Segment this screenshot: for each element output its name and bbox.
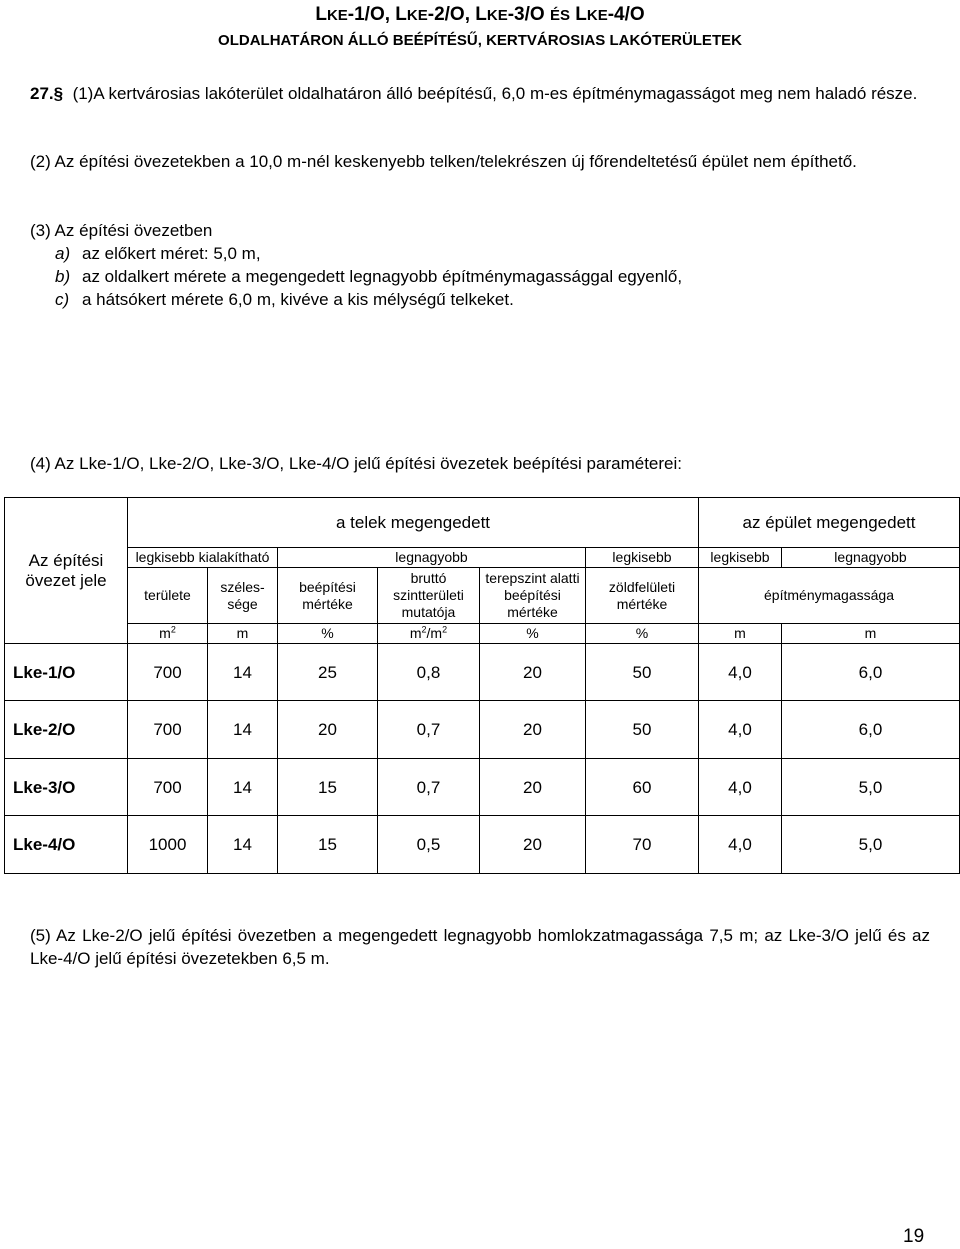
list-item [30,242,930,265]
cell-hmin: 4,0 [699,701,782,759]
cell-area: 700 [128,701,208,759]
list-item-text: az előkert méret: 5,0 m, [82,244,261,263]
qualifier-legkisebb: legkisebb [699,548,782,568]
cell-width: 14 [208,759,278,816]
col-zoldfeluleti: zöldfelületi mértéke [586,568,699,624]
table-row [5,816,960,874]
col-epitmeny: építménymagassága [699,568,960,624]
col-brutto: bruttó szintterületi mutatója [378,568,480,624]
cell-width: 14 [208,816,278,874]
qualifier-legnagyobb: legnagyobb [782,548,960,568]
page-title: LKE-1/O, LKE-2/O, LKE-3/O ÉS LKE-4/O [315,4,645,25]
unit-m: m [699,624,782,644]
cell-hmax: 6,0 [782,644,960,701]
cell-area: 700 [128,644,208,701]
qualifier-legkisebb: legkisebb [586,548,699,568]
cell-built: 15 [278,816,378,874]
list-item-label: b) [55,267,71,286]
cell-area: 700 [128,759,208,816]
cell-green: 70 [586,816,699,874]
cell-hmax: 5,0 [782,816,960,874]
paragraph-3 [30,219,930,311]
cell-width: 14 [208,644,278,701]
section-number: 27. [30,84,54,103]
unit-m: m [782,624,960,644]
cell-floor: 0,8 [378,644,480,701]
paragraph-2: (2) Az építési övezetekben a 10,0 m-nél keskenyebb telken/telekrészen új főrendeltetésű épület nem építhető. [30,152,857,171]
cell-hmax: 6,0 [782,701,960,759]
page-subtitle: OLDALHATÁRON ÁLLÓ BEÉPÍTÉSŰ, KERTVÁROSIAS LAKÓTERÜLETEK [218,32,742,49]
unit-m2: $m^2$ [128,624,208,644]
list-item-label: c) [55,290,70,309]
cell-green: 50 [586,644,699,701]
unit-percent: % [278,624,378,644]
qualifier-legkisebb-kialakithato: legkisebb kialakítható [128,548,278,568]
section-symbol: § [53,84,64,103]
cell-green: 50 [586,701,699,759]
cell-under: 20 [480,759,586,816]
zone-label: Lke-4/O [5,816,128,874]
cell-under: 20 [480,816,586,874]
table-row [5,701,960,759]
cell-hmin: 4,0 [699,644,782,701]
parameters-table [4,497,960,874]
col-terulete: területe [128,568,208,624]
unit-ratio: $m^2/m^2$ [378,624,480,644]
cell-floor: 0,5 [378,816,480,874]
cell-area: 1000 [128,816,208,874]
zone-header: Az építési övezet jele [5,498,128,644]
cell-width: 14 [208,701,278,759]
cell-under: 20 [480,701,586,759]
cell-hmax: 5,0 [782,759,960,816]
list-item-text: az oldalkert mérete a megengedett legnagyobb építménymagassággal egyenlő, [82,267,683,286]
cell-built: 15 [278,759,378,816]
group-epulet-header: az épület megengedett [699,498,960,548]
col-beepitesi: beépítési mértéke [278,568,378,624]
list-item-text: a hátsókert mérete 6,0 m, kivéve a kis mélységű telkeket. [82,290,514,309]
table-row [5,759,960,816]
paragraph-1-text: (1)A kertvárosias lakóterület oldalhatáron álló beépítésű, 6,0 m-es építménymagasságot meg nem haladó része. [72,84,918,103]
cell-under: 20 [480,644,586,701]
paragraph-5: (5) Az Lke-2/O jelű építési övezetben a megengedett legnagyobb homlokzatmagassága 7,5 m; az Lke-3/O jelű és az Lke-4/O jelű építési övezetekben 6,5 m. [30,926,930,968]
list-item-label: a) [55,244,71,263]
paragraph-4: (4) Az Lke-1/O, Lke-2/O, Lke-3/O, Lke-4/O jelű építési övezetek beépítési paraméterei: [30,454,682,473]
col-terepszint: terepszint alatti beépítési mértéke [480,568,586,624]
page-number: 19 [903,1226,925,1247]
cell-hmin: 4,0 [699,759,782,816]
cell-floor: 0,7 [378,701,480,759]
cell-hmin: 4,0 [699,816,782,874]
unit-percent: % [586,624,699,644]
cell-green: 60 [586,759,699,816]
col-szelessege: széles-sége [208,568,278,624]
qualifier-legnagyobb: legnagyobb [278,548,586,568]
table-row [5,644,960,701]
cell-built: 25 [278,644,378,701]
cell-built: 20 [278,701,378,759]
paragraph-1 [30,82,930,105]
zone-label: Lke-2/O [5,701,128,759]
list-item [30,288,930,311]
group-telek-header: a telek megengedett [128,498,699,548]
cell-floor: 0,7 [378,759,480,816]
paragraph-3-intro: (3) Az építési övezetben [30,221,213,240]
zone-label: Lke-3/O [5,759,128,816]
unit-m: m [208,624,278,644]
list-item [30,265,930,288]
zone-label: Lke-1/O [5,644,128,701]
unit-percent: % [480,624,586,644]
